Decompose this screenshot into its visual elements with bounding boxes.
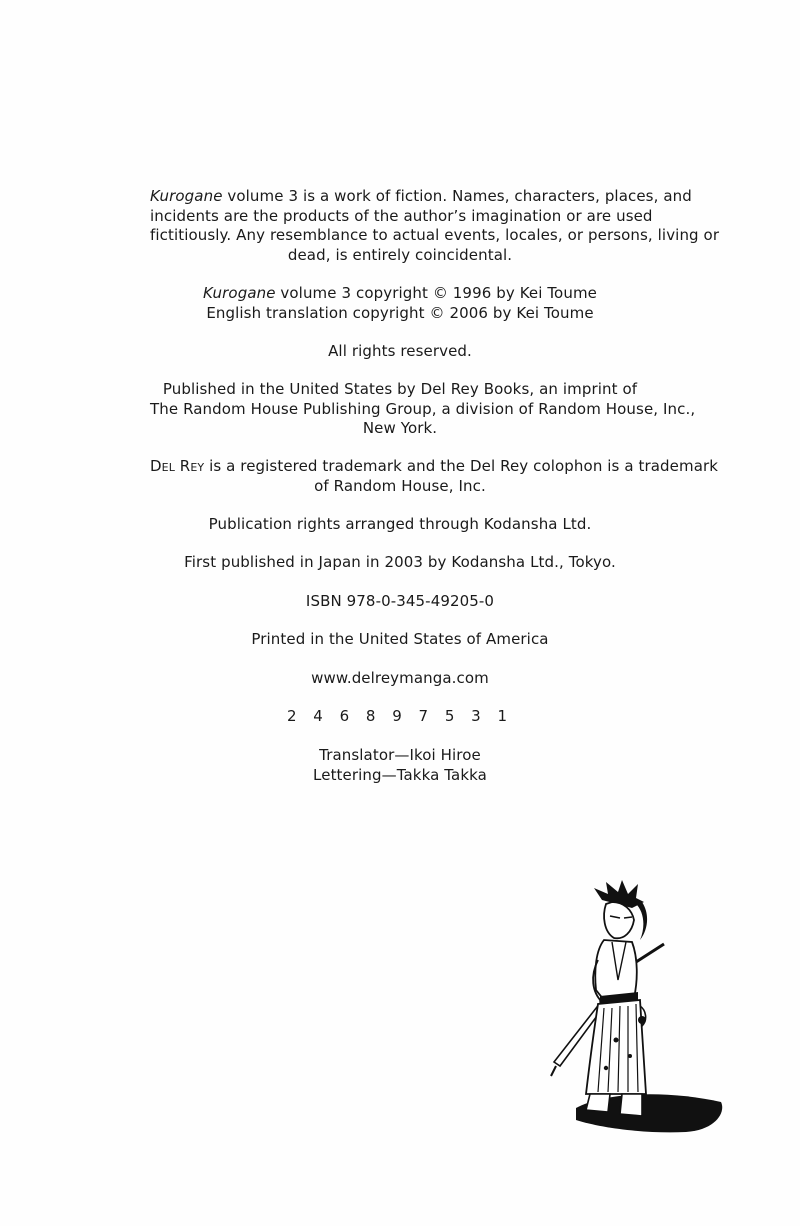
credits <box>150 746 650 785</box>
publisher-line-2: The Random House Publishing Group, a division of Random House, Inc., <box>150 399 696 418</box>
publisher-line-3: New York. <box>362 419 438 437</box>
printing-line: 2 4 6 8 9 7 5 3 1 <box>286 707 514 725</box>
rights-reserved: All rights reserved. <box>328 342 472 360</box>
isbn: ISBN 978-0-345-49205-0 <box>305 592 495 610</box>
website: www.delreymanga.com <box>311 669 489 687</box>
book-title: Kurogane <box>150 187 223 205</box>
first-published: First published in Japan in 2003 by Kodansha Ltd., Tokyo. <box>184 553 616 571</box>
trademark-line-2: of Random House, Inc. <box>314 476 486 495</box>
publication-rights: Publication rights arranged through Kodansha Ltd. <box>208 515 592 533</box>
translator-credit: Translator—Ikoi Hiroe <box>319 746 481 764</box>
copyright-line-2: English translation copyright © 2006 by Kei Toume <box>206 303 594 322</box>
brand-name: Del Rey <box>150 457 205 475</box>
printed-in: Printed in the United States of America <box>251 630 549 648</box>
book-title: Kurogane <box>203 284 276 302</box>
samurai-drawing <box>546 880 736 1150</box>
disclaimer-line-3: fictitiously. Any resemblance to actual events, locales, or persons, living or <box>150 226 720 244</box>
lettering-credit: Lettering—Takka Takka <box>313 765 487 784</box>
disclaimer-line-4: dead, is entirely coincidental. <box>287 245 513 264</box>
fiction-disclaimer <box>150 187 720 265</box>
copyright-notice <box>150 284 650 323</box>
samurai-swordsman-icon <box>546 880 736 1150</box>
trademark-line-1: Del Rey is a registered trademark and the Del Rey colophon is a trademark <box>150 457 719 475</box>
disclaimer-line-1: Kurogane volume 3 is a work of fiction. Names, characters, places, and <box>150 187 692 205</box>
copyright-line-1: Kurogane volume 3 copyright © 1996 by Kei Toume <box>203 284 597 302</box>
trademark-notice <box>150 457 719 496</box>
disclaimer-line-2: incidents are the products of the author’s imagination or are used <box>150 206 653 225</box>
publisher-line-1: Published in the United States by Del Rey Books, an imprint of <box>162 380 638 398</box>
publisher-info <box>150 380 696 439</box>
